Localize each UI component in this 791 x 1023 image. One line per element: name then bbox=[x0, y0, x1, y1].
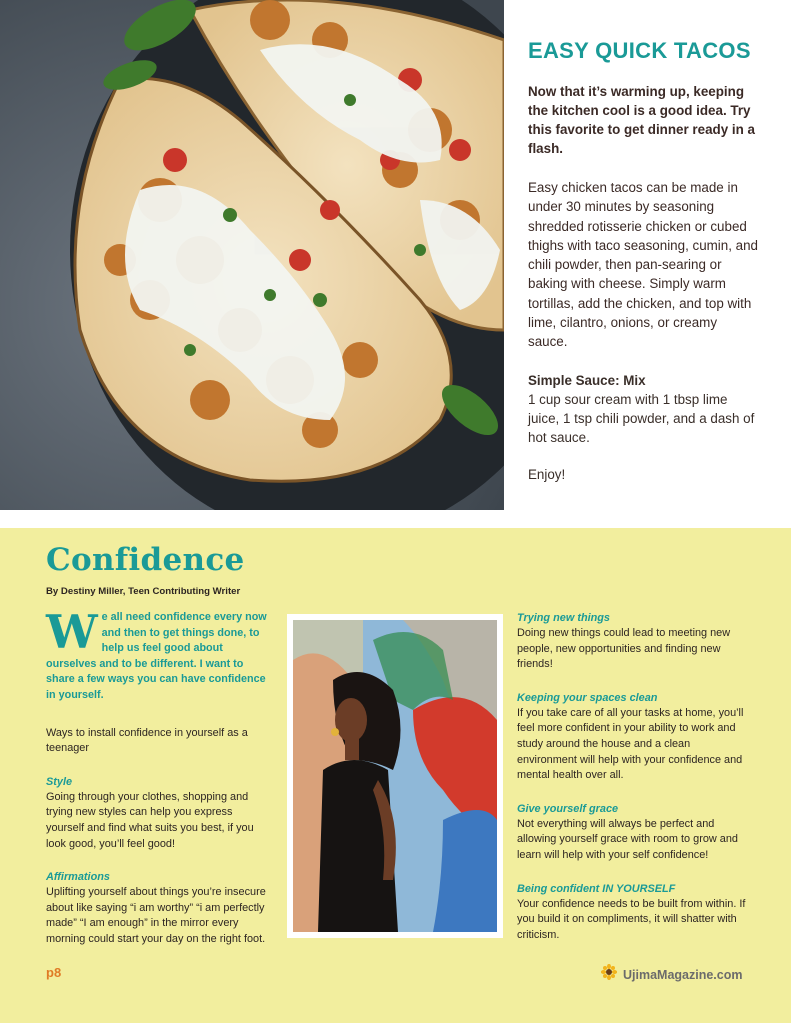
confidence-panel bbox=[0, 528, 791, 1023]
recipe-title: EASY QUICK TACOS bbox=[528, 38, 751, 63]
recipe-article bbox=[528, 38, 758, 482]
intro-paragraph: Ways to install confidence in yourself as a teenager bbox=[46, 726, 248, 755]
sauce-body: 1 cup sour cream with 1 tbsp lime juice, 1 tsp chili powder, and a dash of hot sauce. bbox=[528, 391, 755, 446]
section-being-confident bbox=[517, 882, 753, 944]
section-heading: Trying new things bbox=[517, 612, 610, 624]
section-heading: Being confident IN YOURSELF bbox=[517, 882, 676, 895]
section-heading: Keeping your spaces clean bbox=[517, 691, 658, 704]
section-body: Uplifting yourself about things you’re insecure about like saying “i am worthy” “i am perfectly made” “I am enough” in the mirror every morning could start your day on the right foot. bbox=[46, 886, 266, 945]
portrait-photo bbox=[287, 614, 503, 938]
site-footer bbox=[601, 964, 742, 985]
sunflower-icon bbox=[601, 964, 617, 985]
section-heading: Style bbox=[46, 775, 73, 788]
section-style bbox=[46, 775, 270, 852]
lead-text: e all need confidence every now and then to get things done, to help us feel good about ourselves and to be different. I want to share a few ways you can have confidence in yourself. bbox=[46, 611, 267, 701]
section-body: If you take care of all your tasks at home, you’ll feel more confident in your ability to work and study around the house and a clean environment will help with your confidence and mental health over all. bbox=[517, 706, 744, 782]
section-body: Doing new things could lead to meeting new people, new opportunities and finding new friends! bbox=[517, 627, 731, 671]
recipe-closing: Enjoy! bbox=[528, 466, 566, 482]
section-body: Your confidence needs to be built from within. If you build it on compliments, it will shatter with criticism. bbox=[517, 897, 746, 941]
section-affirmations bbox=[46, 870, 270, 947]
lead-paragraph bbox=[46, 605, 270, 704]
drop-cap: W bbox=[46, 605, 98, 659]
article-title: Confidence bbox=[46, 542, 245, 578]
byline: By Destiny Miller, Teen Contributing Writer bbox=[46, 586, 241, 597]
right-column bbox=[517, 611, 753, 961]
left-column bbox=[46, 605, 270, 966]
section-body: Going through your clothes, shopping and trying new styles can help you express yourself and find what suits you best, if you look good, you’ll feel good! bbox=[46, 790, 254, 850]
page-number: p8 bbox=[46, 965, 62, 980]
section-trying-new-things bbox=[517, 611, 753, 673]
site-url: UjimaMagazine.com bbox=[623, 967, 743, 982]
section-give-yourself-grace bbox=[517, 802, 753, 864]
recipe-body: Easy chicken tacos can be made in under 30 minutes by seasoning shredded rotisserie chicken or cubed thighs with taco seasoning, cumin, and chili powder, then pan-searing or baking with cheese. Simply warm tortillas, add the chicken, and top with lime, cilantro, onions, or creamy sauce. bbox=[528, 180, 759, 350]
section-heading: Give yourself grace bbox=[517, 802, 619, 815]
taco-photo bbox=[0, 0, 504, 510]
section-heading: Affirmations bbox=[46, 871, 110, 884]
section-body: Not everything will always be perfect and allowing yourself grace with room to grow and learn will help with your self confidence! bbox=[517, 817, 738, 861]
section-keeping-spaces-clean bbox=[517, 691, 753, 784]
sauce-heading: Simple Sauce: Mix bbox=[528, 372, 646, 388]
recipe-intro: Now that it’s warming up, keeping the kitchen cool is a good idea. Try this favorite to get dinner ready in a flash. bbox=[528, 84, 755, 156]
